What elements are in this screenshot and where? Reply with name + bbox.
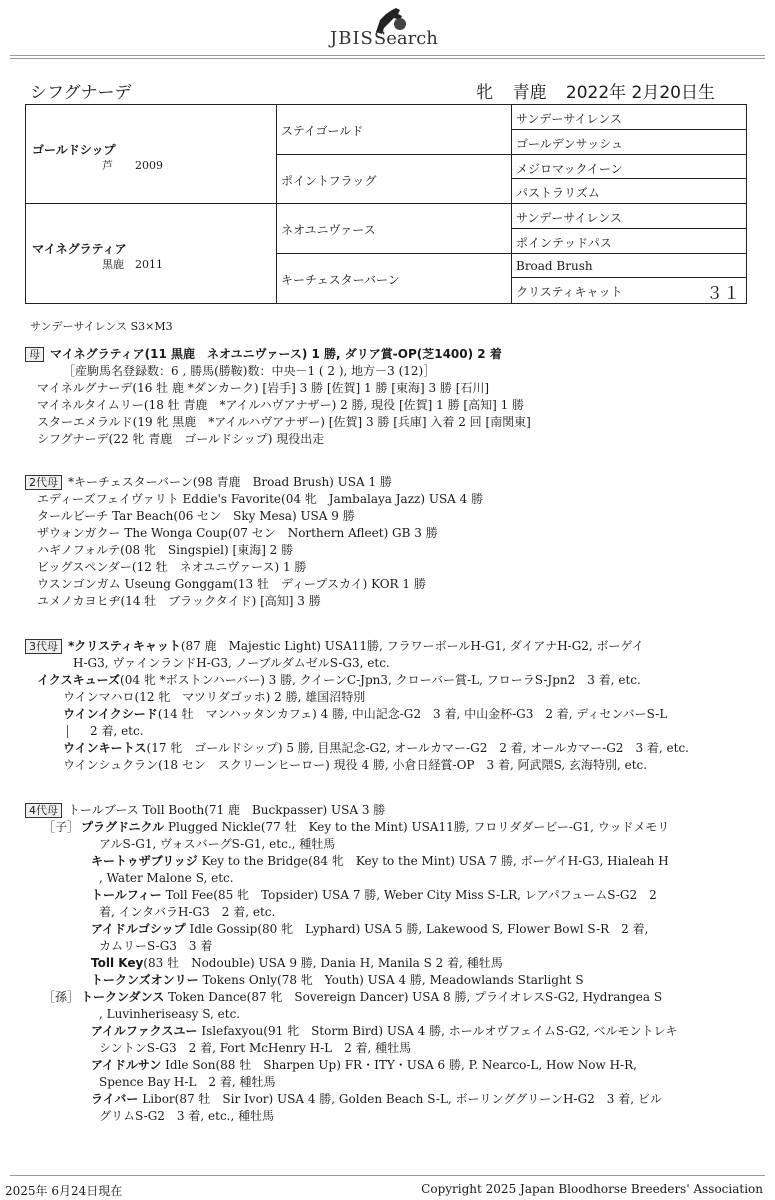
jbis-logo[interactable] — [330, 28, 438, 49]
g4-horse-name: トークンズオンリー — [91, 973, 199, 987]
g4-horse-name: トールフィー — [91, 888, 162, 902]
g2-line: ユメノカヨヒヂ(14 牡 ブラックタイド) [高知] 3 勝 — [37, 594, 321, 608]
pedigree-g2-name[interactable]: キーチェスターバーン — [281, 272, 400, 287]
section-tag: 2代母 — [25, 475, 62, 490]
pedigree-g3-name[interactable]: メジロマックイーン — [516, 161, 623, 176]
logo-jbis-text: JBIS — [330, 28, 374, 49]
g3-line: H-G3, ヴァインランドH-G3, ノーブルダムゼルS-G3, etc. — [73, 656, 390, 670]
g4-horse-name: トークンダンス — [81, 990, 165, 1004]
dam-line: マイネルタイムリー(18 牡 青鹿 *アイルハヴアナザー) 2 勝, 現役 [佐賀] 1 勝 [高知] 1 勝 — [37, 398, 525, 412]
section-tag: 母 — [25, 347, 44, 362]
g2-line: ビッグスペンダー(12 牡 ネオユニヴァース) 1 勝 — [37, 560, 307, 574]
pedigree-sire-detail: 芦 2009 — [102, 159, 163, 172]
g3-horse-name: *クリスティキャット — [68, 639, 181, 653]
pedigree-g3-name[interactable]: サンデーサイレンス — [516, 211, 622, 225]
pedigree-g2-name[interactable]: ポイントフラッグ — [281, 173, 377, 188]
g4-line: Key to the Bridge(84 牝 Key to the Mint) USA 7 勝, ボーゲイH-G3, Hialeah H — [197, 854, 669, 868]
g2-dam-section — [25, 474, 745, 610]
g4-line: グリムS-G2 3 着, etc., 種牡馬 — [99, 1109, 275, 1123]
g3-line: ウインマハロ(12 牝 マツリダゴッホ) 2 勝, 雄国沼特別 — [63, 690, 366, 704]
g4-line: Token Dance(87 牝 Sovereign Dancer) USA 8 勝, プライオレスS-G2, Hydrangea S — [164, 990, 663, 1004]
dam-line: ［産駒馬名登録数：6 , 勝馬(勝鞍)数：中央－1 ( 2 ), 地方－3 (12)］ — [63, 364, 436, 378]
pedigree-g3-name[interactable]: ゴールデンサッシュ — [516, 136, 624, 151]
pedigree-g2-cell — [276, 204, 511, 254]
g4-horse-name: アイルファクスユー — [91, 1024, 198, 1038]
g4-line: (83 牡 Nodouble) USA 9 勝, Dania H, Manila S 2 着, 種牡馬 — [143, 956, 503, 970]
pedigree-sire-cell — [26, 105, 276, 204]
g3-line: 2 着, etc. — [90, 724, 144, 738]
g3-line: (04 牝 *ボストンハーバー) 3 勝, クイーンC-Jpn3, クローバー賞-L, フローラS-Jpn2 3 着, etc. — [120, 673, 641, 687]
g3-horse-name: ウインキートス — [63, 741, 147, 755]
g4-line: アルS-G1, ヴォスバーグS-G1, etc., 種牡馬 — [99, 837, 336, 851]
g4-line: シントンS-G3 2 着, Fort McHenry H-L 2 着, 種牡馬 — [99, 1041, 412, 1055]
pedigree-g2-cell — [276, 105, 511, 155]
g4-line: Toll Fee(85 牝 Topsider) USA 7 勝, Weber City Miss S-LR, レアパフュームS-G2 2 — [161, 888, 657, 902]
section-tag: 4代母 — [25, 803, 62, 818]
g4-line: Spence Bay H-L 2 着, 種牡馬 — [99, 1075, 276, 1089]
g2-line: ハギノフォルテ(08 牝 Singspiel) [東海] 2 勝 — [37, 543, 294, 557]
g4-horse-name: プラグドニクル — [81, 820, 165, 834]
dam-line: マイネグラティア(11 黒鹿 ネオユニヴァース) 1 勝, ダリア賞-OP(芝1400) 2 着 — [50, 347, 502, 361]
g4-line: カムリーS-G3 3 着 — [99, 939, 213, 953]
grandchildren-label: ［孫］ — [43, 990, 80, 1004]
horse-name: シフグナーデ — [30, 83, 132, 103]
g3-horse-name: イクスキューズ — [37, 673, 121, 687]
pedigree-g3-cell — [511, 204, 746, 229]
g2-line: ウスンゴンガム Useung Gonggam(13 牡 ディープスカイ) KOR 1 勝 — [37, 577, 426, 591]
pedigree-g3-name[interactable]: パストラリズム — [516, 186, 600, 201]
pedigree-g3-cell — [511, 229, 746, 254]
g4-line: Plugged Nickle(77 牡 Key to the Mint) USA11勝, フロリダダービー-G1, ウッドメモリ — [164, 820, 670, 834]
g4-line: , Water Malone S, etc. — [99, 871, 234, 885]
pedigree-sire-name[interactable]: ゴールドシップ — [32, 143, 116, 157]
section-tag: 3代母 — [25, 639, 62, 654]
pedigree-g2-cell — [276, 254, 511, 304]
g4-dam-section — [25, 802, 745, 1125]
horse-birth: 2022年 2月20日生 — [565, 83, 715, 103]
pedigree-g3-name[interactable]: Broad Brush — [516, 258, 593, 273]
pedigree-g3-cell — [511, 130, 746, 155]
pedigree-g3-name[interactable]: クリスティキャット — [516, 285, 623, 300]
horse-info — [462, 78, 715, 103]
pedigree-dam-name[interactable]: マイネグラティア — [32, 242, 127, 256]
tree-connector — [67, 725, 90, 738]
g2-line: エディーズフェイヴァリト Eddie's Favorite(04 牝 Jambalaya Jazz) USA 4 勝 — [37, 492, 484, 506]
g4-horse-name: アイドルサン — [91, 1058, 162, 1072]
g4-line: Islefaxyou(91 牝 Storm Bird) USA 4 勝, ホールオヴフェイムS-G2, ベルモントレキ — [197, 1024, 678, 1038]
horse-color: 青鹿 — [512, 83, 547, 103]
pedigree-g2-name[interactable]: ネオユニヴァース — [281, 223, 376, 237]
header-divider-2 — [10, 58, 765, 59]
dam-section — [25, 346, 745, 448]
dam-line: マイネルグナーデ(16 牡 鹿 *ダンカーク) [岩手] 3 勝 [佐賀] 1 勝 [東海] 3 勝 [石川] — [37, 381, 490, 395]
g4-horse-name: Toll Key — [91, 956, 144, 970]
logo-search-text: Search — [373, 28, 438, 49]
pedigree-g2-cell — [276, 155, 511, 205]
g4-line: Idle Son(88 牡 Sharpen Up) FR・ITY・USA 6 勝, P. Nearco-L, How Now H-R, — [161, 1058, 637, 1072]
pedigree-g3-name[interactable]: サンデーサイレンス — [516, 112, 622, 126]
g2-line: *キーチェスターバーン(98 青鹿 Broad Brush) USA 1 勝 — [68, 475, 392, 489]
g3-line: ウインシュクラン(18 セン スクリーンヒーロー) 現役 4 勝, 小倉日経賞-OP 3 着, 阿武隈S, 玄海特別, etc. — [63, 758, 648, 772]
pedigree-g3-cell — [511, 105, 746, 130]
pedigree-g3-cell — [511, 179, 746, 204]
g4-horse-name: アイドルゴシップ — [91, 922, 186, 936]
g2-line: タールビーチ Tar Beach(06 セン Sky Mesa) USA 9 勝 — [37, 509, 355, 523]
dam-line: シフグナーデ(22 牝 青鹿 ゴールドシップ) 現役出走 — [37, 432, 325, 446]
g4-horse-name: ライバー — [91, 1092, 139, 1106]
pedigree-g2-name[interactable]: ステイゴールド — [281, 124, 364, 138]
g4-horse-name: キートゥザブリッジ — [91, 854, 198, 868]
g4-line: Libor(87 牡 Sir Ivor) USA 4 勝, Golden Beach S-L, ボーリンググリーンH-G2 3 着, ビル — [138, 1092, 662, 1106]
g3-horse-name: ウインイクシード — [63, 707, 158, 721]
g3-line: (17 牝 ゴールドシップ) 5 勝, 目黒記念-G2, オールカマー-G2 2 着, オールカマー-G2 3 着, etc. — [146, 741, 689, 755]
g3-line: (14 牡 マンハッタンカフェ) 4 勝, 中山記念-G2 3 着, 中山金杯-G3 2 着, ディセンバーS-L — [157, 707, 668, 721]
page-header — [0, 0, 775, 62]
pedigree-dam-cell — [26, 204, 276, 303]
g3-line: (87 鹿 Majestic Light) USA11勝, フラワーボールH-G1, ダイアナH-G2, ボーゲイ — [180, 639, 644, 653]
g2-line: ザウォンガクー The Wonga Coup(07 セン Northern Afleet) GB 3 勝 — [37, 526, 438, 540]
g4-head: トールブース Toll Booth(71 鹿 Buckpasser) USA 3 勝 — [68, 803, 386, 817]
g4-line: 着, インタバラH-G3 2 着, etc. — [99, 905, 276, 919]
footer-copyright: Copyright 2025 Japan Bloodhorse Breeders' Association — [421, 1182, 763, 1196]
pedigree-g3-cell — [511, 155, 746, 180]
pedigree-g3-name[interactable]: ポインテッドパス — [516, 235, 612, 250]
pedigree-g3-cell — [511, 254, 746, 279]
g4-line: , Luvinheriseasy S, etc. — [99, 1007, 241, 1021]
pedigree-g3-cell — [511, 278, 746, 303]
pedigree-dam-detail: 黒鹿 2011 — [102, 258, 163, 271]
offspring-label: ［子］ — [43, 820, 80, 834]
family-number: ３１ — [706, 284, 740, 305]
header-divider — [10, 55, 765, 56]
pedigree-table — [25, 104, 747, 304]
dam-line: スターエメラルド(19 牝 黒鹿 *アイルハヴアナザー) [佐賀] 3 勝 [兵庫] 入着 2 回 [南関東] — [37, 415, 531, 429]
inbreeding-cross: サンデーサイレンス S3×M3 — [30, 320, 173, 333]
g3-dam-section — [25, 638, 745, 774]
horse-sex: 牝 — [476, 83, 494, 103]
footer-date: 2025年 6月24日現在 — [5, 1184, 123, 1198]
g4-line: Tokens Only(78 牝 Youth) USA 4 勝, Meadowlands Starlight S — [198, 973, 584, 987]
g4-line: Idle Gossip(80 牝 Lyphard) USA 5 勝, Lakewood S, Flower Bowl S-R 2 着, — [185, 922, 649, 936]
footer-divider — [10, 1175, 765, 1176]
